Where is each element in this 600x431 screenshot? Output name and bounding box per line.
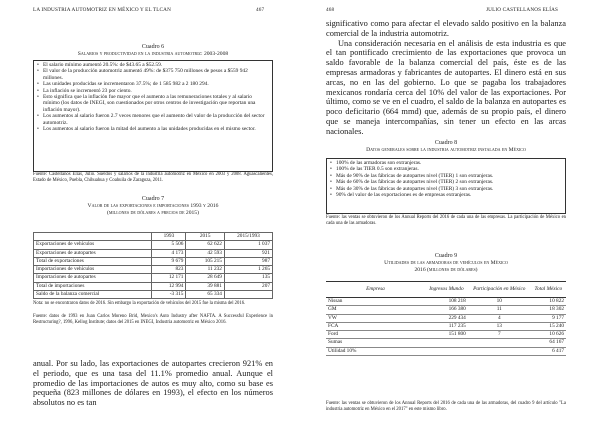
table-cell-value: 4 [468,314,531,322]
table-cell-value: 9 177 [531,314,566,322]
cuadro9-sum-label: Sumas [326,339,425,347]
page-number-right: 468 [326,7,335,13]
table-cell-label: Importaciones de autopartes [34,274,152,282]
cuadro9-utility-row [326,347,566,355]
table-cell-value: 62 622 [186,241,225,249]
table-cell-value: 135 [224,274,272,282]
table-row [34,282,273,290]
table-cell-value: 10 [468,298,531,306]
table-cell-value: 207 [224,282,272,290]
cuadro7-column-header: 1993 [152,233,186,241]
table-cell-label: Exportaciones de autopartes [34,249,152,257]
cuadro8-item: • 100% de las armadoras son extranjeras. [336,160,562,166]
table-cell-value: -3 315 [152,291,186,299]
running-header-right: JULIO CASTELLANOS ELÍAS [486,7,559,13]
cuadro6-item: • El valor de la producción automotriz aumentó 49%: de $375 750 millones de pesos a $559 942 millones. [43,68,269,81]
table-row [326,306,566,314]
table-row [326,314,566,322]
cuadro8-caption [326,140,566,154]
table-cell-value: 11 232 [186,266,225,274]
table-cell-value: 10 822 [531,298,566,306]
cuadro9-header-row [326,282,566,298]
running-header-left: LA INDUSTRIA AUTOMOTRIZ EN MÉXICO Y EL TLCAN [33,7,171,13]
cuadro9-table [326,281,566,356]
cuadro9-source: Fuente: las ventas se obtuvieron de los Annual Reports del 2016 de cada una de las armadoras, del cuadro 9 del artículo "La industria automotriz en México en el 2017" en este mismo libro. [326,401,566,412]
cuadro9-utility-value: 6 417 [531,347,566,355]
table-cell-label: VW [326,314,425,322]
table-cell-value: 4 173 [152,249,186,257]
table-cell-value: 11 [468,306,531,314]
cuadro9-caption [326,253,566,274]
cuadro8-item: • 90% del valor de las exportaciones es de empresas extranjeras. [336,192,562,198]
cuadro9-utility-label: Utilidad 10% [326,347,425,355]
table-cell-label: Total de importaciones [34,282,152,290]
table-cell-value: 5 506 [152,241,186,249]
table-cell-value: 12 171 [152,274,186,282]
cuadro6-caption [33,44,273,58]
cuadro9-column-header: Participación en México [468,282,531,298]
cuadro6-source: Fuente: Castellanos Elías, Julio. Sueldos y salarios de la industria automotriz en México en 2003 y 2008. Aguascalientes, Estado de México, Puebla, Chihuahua y Coahuila de Zaragoza, 2011. [33,172,273,183]
cuadro9-title: Utilidades de las armadoras de vehículos en México [384,260,508,266]
cuadro7-column-header [34,233,152,241]
cuadro9-column-header: Total México [531,282,566,298]
cuadro6-item: • La inflación se incrementó 23 por ciento. [43,88,269,94]
table-cell-value: 117 235 [425,322,468,330]
table-row [34,257,273,265]
table-cell-value: 28 649 [186,274,225,282]
table-cell-label: FCA [326,322,425,330]
cuadro7-subtitle: (millones de dólares a precios de 2015) [107,210,199,216]
cuadro7-table [33,232,273,299]
table-cell-value: 108 218 [425,298,468,306]
table-cell-label: Nissan [326,298,425,306]
right-paragraph-1: significativo como para afectar el elevado saldo positivo en la balanza comercial de la industria automotriz. [326,19,566,38]
table-cell-value: 987 [224,257,272,265]
cuadro7-source: Fuente: datos de 1993 en Juan Carlos Moreno Brid, Mexico's Auto Industry after NAFTA. A Successful Experience in Restructuring?, 1996, Kellog Institute; datos del 2015 en INEGI, Industria automotriz en México 2016. [33,314,273,325]
cuadro9-sum-row [326,339,566,347]
right-paragraph-2: Una consideración necesaria en el análisis de esta industria es que el tan pontificado crecimiento de las exportaciones que provoca un saldo favorable de la balanza comercial del país, éste es de las empresas armadoras y fabricantes de autopartes. El dinero está en sus arcas, no en las del gobierno. Lo que se pagaba los trabajadores mexicanos rondaría cerca del 10% del valor de las exportaciones. Por último, como se ve en el cuadro, el saldo de la balanza en autopartes es poco deficitario (664 mmd) que, además de su propio país, el dinero que se maneja intercompañías, sin tener un efecto en las arcas nacionales. [326,38,566,136]
table-row [34,241,273,249]
table-cell-value: 10 626 [531,331,566,339]
cuadro7-caption [33,196,273,217]
cuadro8-box [326,158,566,214]
cuadro8-item: • Más de 60% de las fábricas de autopartes nivel (TIER) 2 son extranjeras. [336,179,562,185]
table-cell-value: 7 [468,331,531,339]
table-cell-value: 12 994 [152,282,186,290]
table-cell-value: 13 [468,322,531,330]
cuadro6-item: • El salario mínimo aumentó 20.5%: de $43.65 a $52.59. [43,62,269,68]
table-row [326,322,566,330]
right-page [300,0,600,431]
table-cell-value: 921 [224,249,272,257]
table-cell-value [224,291,272,299]
cuadro7-title: Valor de las exportaciones e importaciones 1993 y 2016 [87,203,219,209]
table-row [326,298,566,306]
cuadro8-list [327,159,565,199]
table-cell-value: 65 334 [186,291,225,299]
table-cell-label: Exportaciones de vehículos [34,241,152,249]
cuadro6-item: • Las unidades producidas se incrementaron 37.5%; de 1 585 982 a 2 180 294. [43,81,269,87]
cuadro6-item: • Los aumentos al salario fueron 2.7 veces menores que el aumento del valor de la producción del sector automotriz. [43,113,269,126]
cuadro7-body [34,241,273,299]
table-cell-label: Importaciones de vehículos [34,266,152,274]
cuadro6-title: Salarios y productividad en la industria automotriz: 2003-2008 [77,51,229,57]
table-cell-value: 15 240 [531,322,566,330]
cuadro7-number: Cuadro 7 [141,196,165,202]
cuadro9-body [326,298,566,339]
cuadro8-number: Cuadro 8 [434,140,458,146]
cuadro7-header-row [34,233,273,241]
table-row [34,266,273,274]
cuadro6-number: Cuadro 6 [141,44,165,50]
cuadro7-column-header: 2015/1993 [224,233,272,241]
cuadro7-note: Nota: no se encontraron datos de 2016. Sin embargo la exportación de vehículos del 2015 fue la misma del 2016. [33,301,246,306]
table-row [34,274,273,282]
table-cell-value: 105 215 [186,257,225,265]
table-cell-value: 823 [152,266,186,274]
table-cell-value: 18 302 [531,306,566,314]
table-cell-value: 9 679 [152,257,186,265]
table-cell-value: 42 593 [186,249,225,257]
table-cell-label: Ford [326,331,425,339]
cuadro8-item: • Más de 30% de las fábricas de autopartes nivel (TIER) 3 son extranjeras. [336,186,562,192]
page-number-left: 467 [256,7,265,13]
cuadro6-list [34,61,272,133]
table-cell-value: 1 037 [224,241,272,249]
table-cell-value: 229 434 [425,314,468,322]
cuadro9-subtitle: 2016 (millones de dólares) [414,267,478,273]
table-cell-label: Saldo de la balanza comercial [34,291,152,299]
cuadro8-source: Fuente: las ventas se obtuvieron de los Annual Reports del 2016 de cada una de las empresas. La participación de México en cada una de las armadoras. [326,215,566,226]
left-body-text [33,359,273,408]
table-row [34,249,273,257]
cuadro9-column-header: Ingresos Mundo [425,282,468,298]
cuadro8-item: • 100% de las TIER 0.5 son extranjeras. [336,166,562,172]
cuadro8-title: Datos generales sobre la industria automotriz instalada en México [366,147,526,153]
table-cell-value: 39 881 [186,282,225,290]
table-cell-value: 151 800 [425,331,468,339]
cuadro8-item: • Más de 90% de las fábricas de autopartes nivel (TIER) 1 son extranjeras. [336,173,562,179]
right-body-text [326,19,566,137]
table-row [34,291,273,299]
cuadro9-column-header: Empresa [326,282,425,298]
cuadro6-item: • Los aumentos al salario fueron la mitad del aumento a las unidades producidas en el mismo sector. [43,126,269,132]
cuadro6-item: • Esto significa que la inflación fue mayor que el aumento a las remuneraciones totales y al salario mínimo (los datos de INEGI, son cuestionados por otros centros de investigación que reportan una inflación mayor). [43,94,269,113]
cuadro9-number: Cuadro 9 [434,253,458,259]
cuadro9-sum-value: 64 167 [531,339,566,347]
left-paragraph: anual. Por su lado, las exportaciones de autopartes crecieron 921% en el periodo, que es una tasa del 11.1% promedio anual. Aunque el promedio de las importaciones de autos es muy alto, como su base es pequeña (823 millones de dólares en 1993), el efecto en los números absolutos no es tan [33,359,273,408]
table-row [326,331,566,339]
cuadro6-box [33,60,273,172]
cuadro7-column-header: 2015 [186,233,225,241]
table-cell-value: 1 265 [224,266,272,274]
table-cell-value: 166 380 [425,306,468,314]
table-cell-label: Total de exportaciones [34,257,152,265]
table-cell-label: GM [326,306,425,314]
